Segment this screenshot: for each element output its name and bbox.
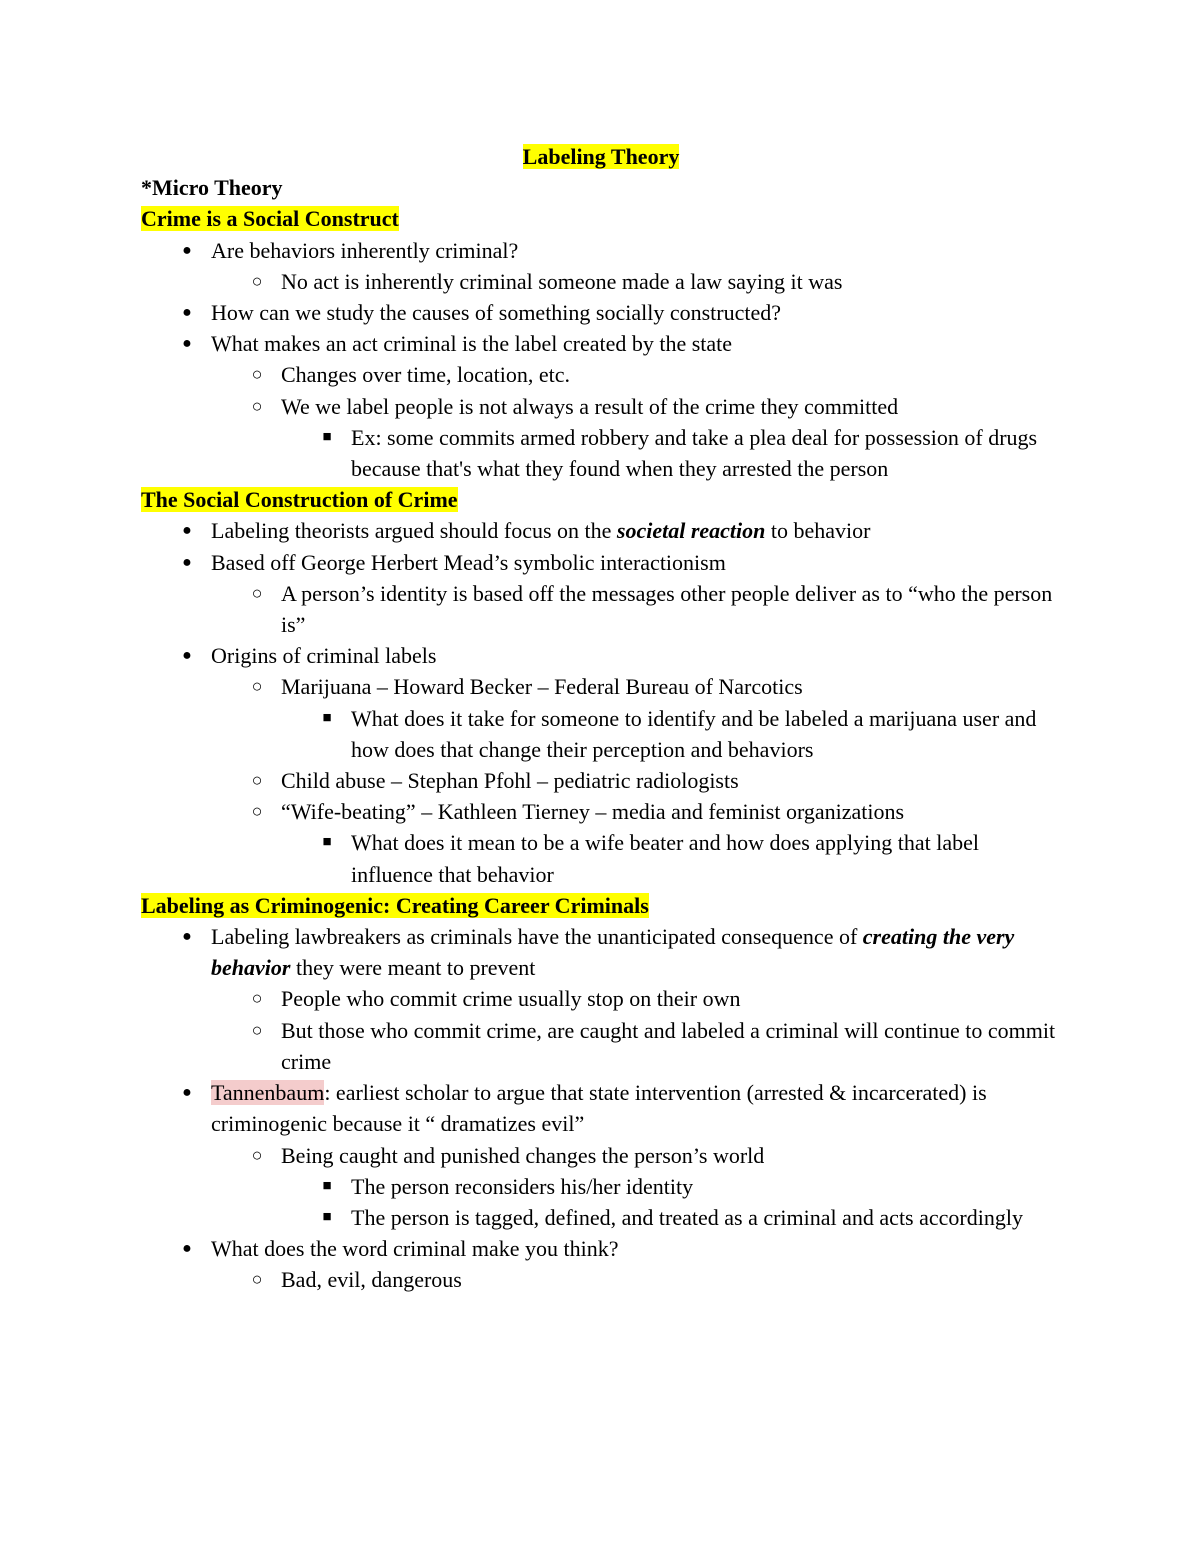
bullet-circle-icon: ○ (251, 1144, 263, 1165)
section-2-list (141, 515, 1061, 889)
list-item (211, 578, 1061, 640)
list-item-text: Origins of criminal labels (211, 643, 437, 669)
list-item (211, 1015, 1061, 1077)
sub-list (141, 983, 1061, 1077)
list-item (141, 921, 1061, 1077)
bullet-disc-icon: ● (182, 1084, 192, 1102)
list-item (211, 266, 1061, 297)
section-3-list (141, 921, 1061, 1295)
list-item-text: Changes over time, location, etc. (281, 362, 570, 388)
list-item-text: “Wife-beating” – Kathleen Tierney – media and feminist organizations (281, 799, 905, 825)
list-item-text-post: to behavior (765, 518, 871, 544)
list-item (211, 796, 1061, 890)
micro-theory-note: *Micro Theory (141, 175, 283, 201)
bullet-square-icon: ■ (322, 428, 332, 445)
list-item (141, 1077, 1061, 1233)
bullet-circle-icon: ○ (251, 364, 263, 385)
list-item-text: Are behaviors inherently criminal? (211, 237, 519, 263)
list-item-text: The person is tagged, defined, and treated as a criminal and acts accordingly (351, 1204, 1023, 1230)
bullet-square-icon: ■ (322, 709, 332, 726)
list-item (211, 671, 1061, 765)
list-item (141, 235, 1061, 297)
list-item (141, 297, 1061, 328)
document-body (141, 141, 1061, 1296)
title-text: Labeling Theory (522, 144, 680, 169)
list-item-text-post: they were meant to prevent (290, 955, 536, 981)
bullet-square-icon: ■ (322, 1177, 332, 1194)
list-item-text: People who commit crime usually stop on their own (281, 986, 741, 1012)
sub-list (141, 671, 1061, 889)
list-item (211, 359, 1061, 390)
list-item-text: : earliest scholar to argue that state intervention (arrested & incarcerated) is criminogenic because it “ dramatizes evil” (211, 1080, 987, 1137)
bullet-circle-icon: ○ (251, 676, 263, 697)
list-item (281, 1171, 1061, 1202)
bullet-circle-icon: ○ (251, 1269, 263, 1290)
list-item-text: Being caught and punished changes the person’s world (281, 1142, 765, 1168)
bullet-disc-icon: ● (182, 522, 192, 540)
section-1-list (141, 235, 1061, 485)
list-item (141, 515, 1061, 546)
list-item-text: No act is inherently criminal someone made a law saying it was (281, 268, 843, 294)
sub-list (141, 1140, 1061, 1234)
list-item-text: Bad, evil, dangerous (281, 1267, 462, 1293)
list-item-text: What makes an act criminal is the label created by the state (211, 331, 733, 357)
sub-sub-list (281, 703, 1061, 765)
list-item (141, 547, 1061, 641)
bullet-disc-icon: ● (182, 928, 192, 946)
list-item (141, 640, 1061, 890)
bullet-disc-icon: ● (182, 241, 192, 259)
highlighted-name: Tannenbaum (211, 1080, 325, 1106)
bullet-circle-icon: ○ (251, 770, 263, 791)
list-item-text-pre: Labeling theorists argued should focus on the (211, 518, 617, 544)
document-title (141, 141, 1061, 172)
section-heading-criminogenic (141, 890, 1061, 921)
section-heading-social-construct (141, 203, 1061, 234)
bullet-disc-icon: ● (182, 647, 192, 665)
list-item-text: A person’s identity is based off the messages other people deliver as to “who the person is” (281, 580, 1053, 638)
list-item-text: What does it mean to be a wife beater and how does applying that label influence that behavior (351, 830, 980, 887)
list-item-text: What does the word criminal make you think? (211, 1236, 619, 1262)
heading-text: The Social Construction of Crime (141, 487, 458, 513)
list-item-text: Ex: some commits armed robbery and take a plea deal for possession of drugs because that's what they found when they arrested the person (351, 424, 1038, 482)
sub-sub-list (281, 1171, 1061, 1233)
bullet-circle-icon: ○ (251, 270, 263, 291)
list-item (281, 827, 1061, 889)
list-item-text: Based off George Herbert Mead’s symbolic interactionism (211, 549, 726, 575)
bullet-circle-icon: ○ (251, 1019, 263, 1040)
sub-list (141, 1264, 1061, 1295)
list-item-text: How can we study the causes of something socially constructed? (211, 300, 782, 326)
sub-sub-list (281, 827, 1061, 889)
bullet-circle-icon: ○ (251, 988, 263, 1009)
list-item (211, 983, 1061, 1014)
heading-text: Crime is a Social Construct (141, 206, 399, 232)
bullet-square-icon: ■ (322, 1208, 332, 1225)
list-item-text: What does it take for someone to identify and be labeled a marijuana user and how does that change their perception and behaviors (351, 705, 1037, 762)
bullet-disc-icon: ● (182, 304, 192, 322)
list-item (141, 1233, 1061, 1295)
list-item-text: Marijuana – Howard Becker – Federal Bureau of Narcotics (281, 674, 803, 700)
bullet-disc-icon: ● (182, 335, 192, 353)
list-item (211, 391, 1061, 485)
emphasis-text: societal reaction (616, 518, 766, 544)
bullet-square-icon: ■ (322, 834, 332, 851)
bullet-circle-icon: ○ (251, 801, 263, 822)
bullet-circle-icon: ○ (251, 582, 263, 603)
list-item (211, 765, 1061, 796)
list-item (281, 1202, 1061, 1233)
sub-list (141, 359, 1061, 484)
list-item-text-pre: Labeling lawbreakers as criminals have the unanticipated consequence of (211, 924, 863, 950)
list-item-text: But those who commit crime, are caught and labeled a criminal will continue to commit crime (281, 1017, 1056, 1074)
bullet-disc-icon: ● (182, 1240, 192, 1258)
list-item (211, 1140, 1061, 1234)
list-item (141, 328, 1061, 484)
list-item-text: The person reconsiders his/her identity (351, 1173, 694, 1199)
heading-text: Labeling as Criminogenic: Creating Career Criminals (141, 892, 649, 918)
list-item (281, 703, 1061, 765)
list-item (281, 422, 1061, 484)
list-item-text: Child abuse – Stephan Pfohl – pediatric radiologists (281, 768, 739, 794)
sub-list (141, 266, 1061, 297)
list-item-text: We we label people is not always a result of the crime they committed (281, 393, 899, 419)
list-item (211, 1264, 1061, 1295)
bullet-disc-icon: ● (182, 553, 192, 571)
bullet-circle-icon: ○ (251, 395, 263, 416)
emphasis-text: creating the very behavior (211, 924, 1015, 981)
sub-sub-list (281, 422, 1061, 484)
section-heading-social-construction (141, 484, 1061, 515)
sub-list (141, 578, 1061, 640)
